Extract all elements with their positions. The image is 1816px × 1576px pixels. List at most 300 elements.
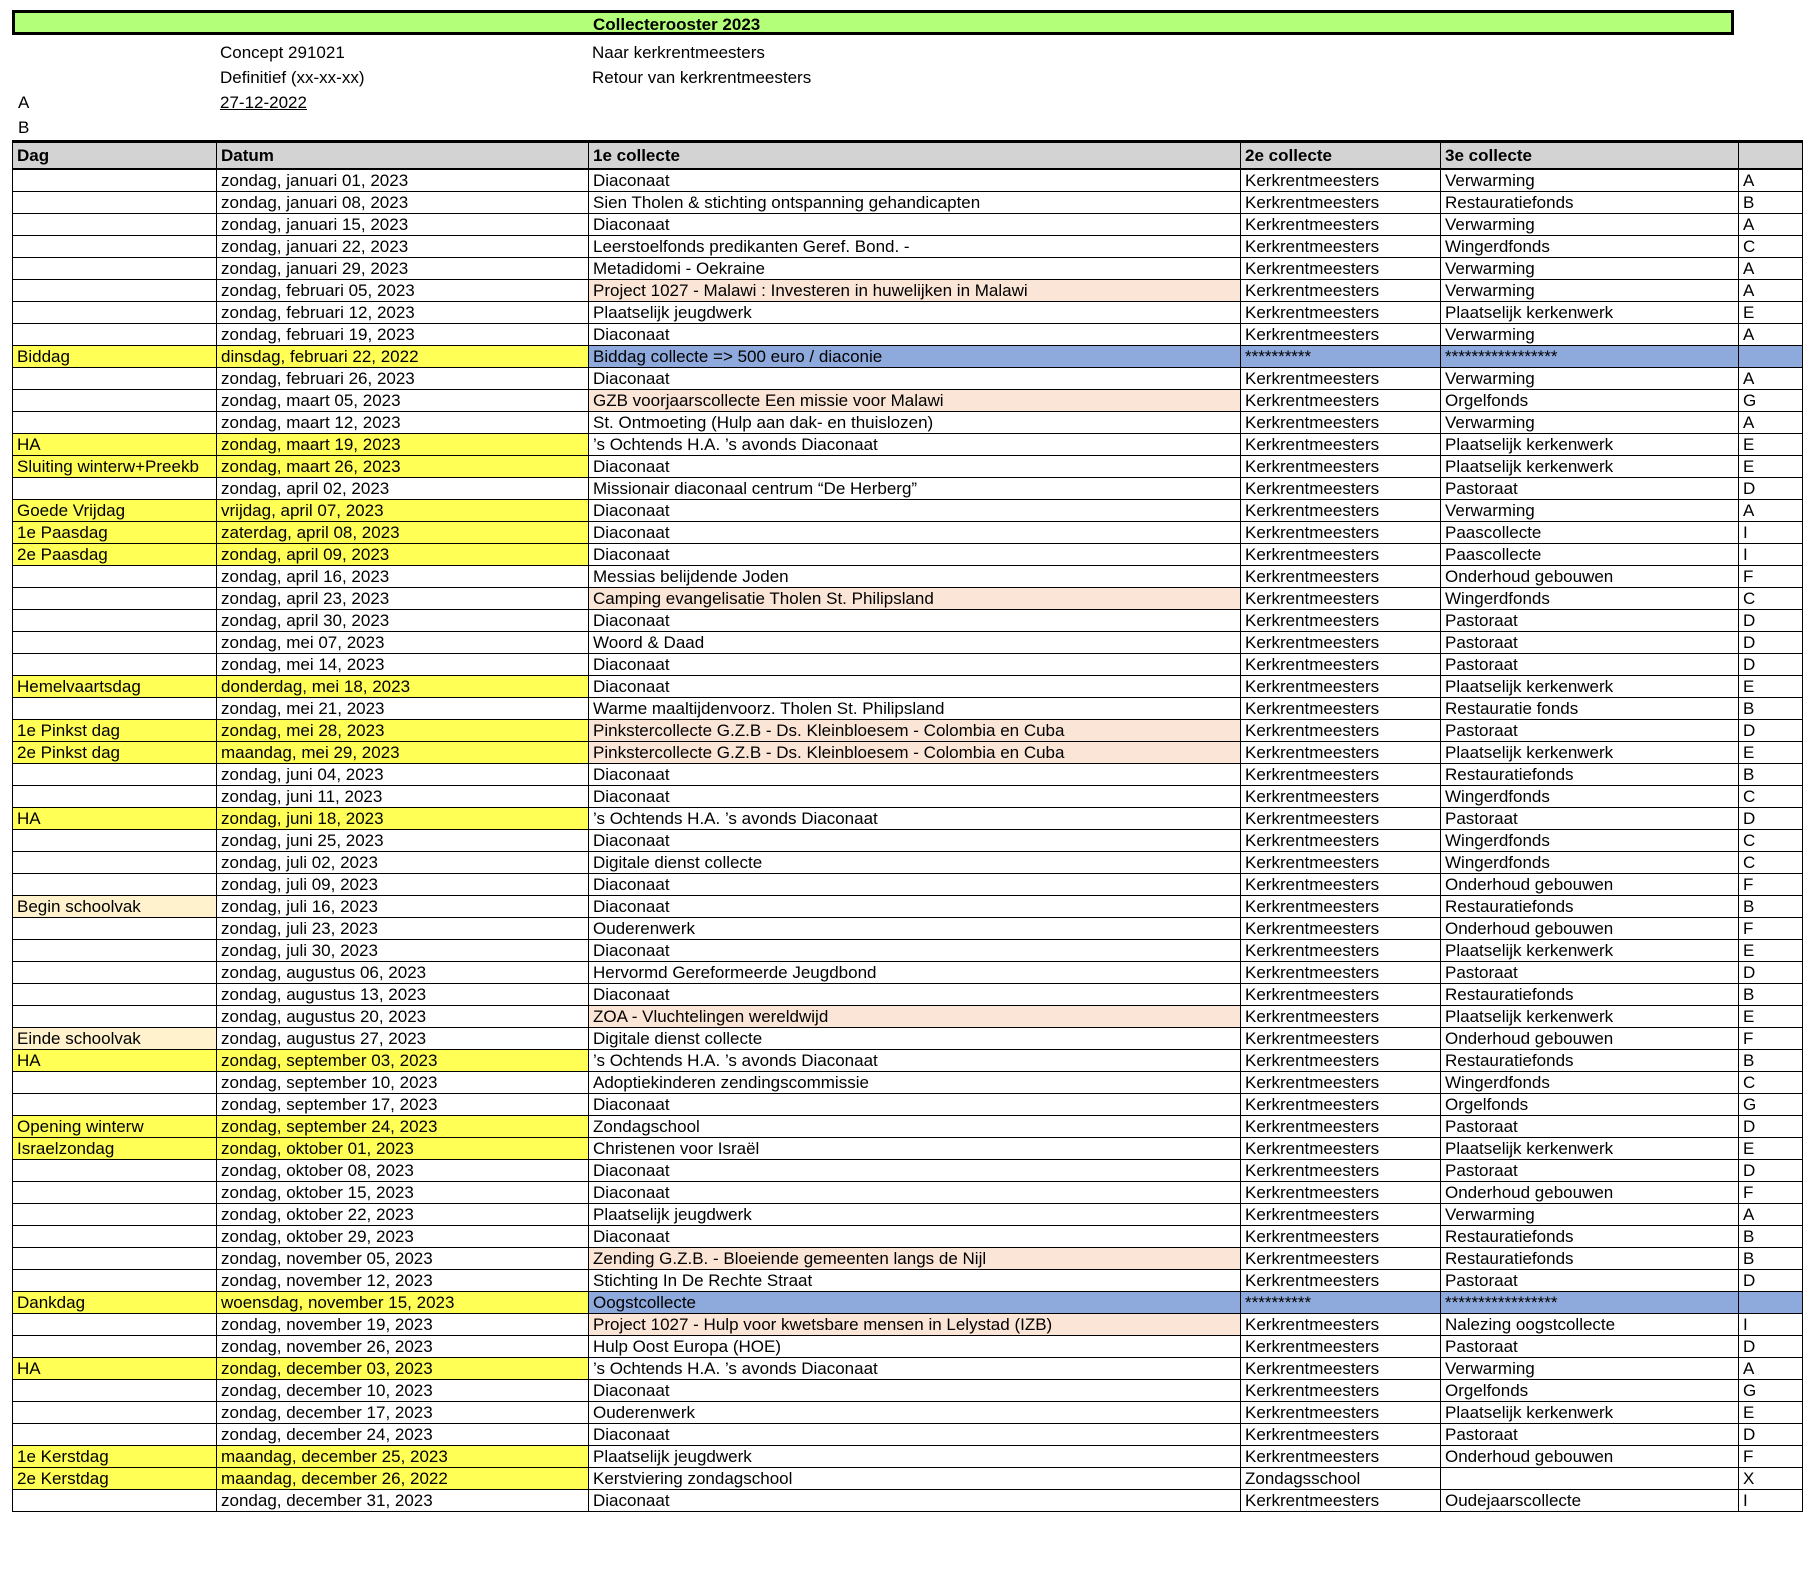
cell-1e-collecte: Woord & Daad (589, 632, 1241, 654)
cell-code: I (1739, 1314, 1803, 1336)
table-row (13, 1446, 1803, 1468)
cell-datum: zondag, september 17, 2023 (217, 1094, 589, 1116)
cell-2e-collecte: Kerkrentmeesters (1241, 1270, 1441, 1292)
cell-dag (13, 1160, 217, 1182)
cell-dag (13, 192, 217, 214)
cell-code: A (1739, 258, 1803, 280)
schedule-table (12, 140, 1803, 1512)
cell-dag (13, 1490, 217, 1512)
cell-dag (13, 236, 217, 258)
cell-code: A (1739, 169, 1803, 192)
cell-code: E (1739, 1006, 1803, 1028)
cell-3e-collecte: Pastoraat (1441, 1116, 1739, 1138)
cell-3e-collecte: Orgelfonds (1441, 1380, 1739, 1402)
cell-dag: 2e Kerstdag (13, 1468, 217, 1490)
table-row (13, 1424, 1803, 1446)
cell-3e-collecte: Onderhoud gebouwen (1441, 918, 1739, 940)
cell-2e-collecte: Kerkrentmeesters (1241, 874, 1441, 896)
cell-datum: zondag, oktober 08, 2023 (217, 1160, 589, 1182)
table-row (13, 786, 1803, 808)
cell-dag: Biddag (13, 346, 217, 368)
cell-3e-collecte: Pastoraat (1441, 808, 1739, 830)
cell-code (1739, 1292, 1803, 1314)
cell-3e-collecte: Restauratiefonds (1441, 1248, 1739, 1270)
cell-datum: zondag, april 09, 2023 (217, 544, 589, 566)
cell-3e-collecte: Paascollecte (1441, 522, 1739, 544)
cell-2e-collecte: Kerkrentmeesters (1241, 302, 1441, 324)
cell-3e-collecte: Plaatselijk kerkenwerk (1441, 302, 1739, 324)
cell-dag (13, 1402, 217, 1424)
cell-1e-collecte: Biddag collecte => 500 euro / diaconie (589, 346, 1241, 368)
cell-1e-collecte: Diaconaat (589, 456, 1241, 478)
cell-1e-collecte: Diaconaat (589, 940, 1241, 962)
cell-dag (13, 786, 217, 808)
cell-3e-collecte: Pastoraat (1441, 1336, 1739, 1358)
cell-datum: zondag, september 03, 2023 (217, 1050, 589, 1072)
cell-datum: zondag, juli 09, 2023 (217, 874, 589, 896)
cell-2e-collecte: Kerkrentmeesters (1241, 610, 1441, 632)
cell-dag: Begin schoolvak (13, 896, 217, 918)
cell-dag (13, 1248, 217, 1270)
cell-datum: zaterdag, april 08, 2023 (217, 522, 589, 544)
cell-2e-collecte: Kerkrentmeesters (1241, 1094, 1441, 1116)
table-row (13, 1028, 1803, 1050)
cell-3e-collecte: Verwarming (1441, 280, 1739, 302)
cell-dag (13, 368, 217, 390)
table-row (13, 698, 1803, 720)
table-row (13, 522, 1803, 544)
cell-datum: zondag, december 03, 2023 (217, 1358, 589, 1380)
cell-1e-collecte: Diaconaat (589, 214, 1241, 236)
cell-datum: zondag, juli 30, 2023 (217, 940, 589, 962)
cell-2e-collecte: Kerkrentmeesters (1241, 456, 1441, 478)
table-row (13, 1204, 1803, 1226)
cell-code: E (1739, 940, 1803, 962)
table-row (13, 918, 1803, 940)
cell-3e-collecte: Wingerdfonds (1441, 236, 1739, 258)
cell-3e-collecte: Verwarming (1441, 324, 1739, 346)
cell-1e-collecte: Adoptiekinderen zendingscommissie (589, 1072, 1241, 1094)
cell-dag (13, 1424, 217, 1446)
col-header-dag: Dag (13, 142, 217, 170)
table-row (13, 588, 1803, 610)
cell-datum: vrijdag, april 07, 2023 (217, 500, 589, 522)
table-row (13, 280, 1803, 302)
table-row (13, 192, 1803, 214)
cell-3e-collecte: Onderhoud gebouwen (1441, 1028, 1739, 1050)
cell-dag (13, 1182, 217, 1204)
cell-code: F (1739, 1182, 1803, 1204)
cell-dag (13, 610, 217, 632)
cell-code: B (1739, 1226, 1803, 1248)
cell-datum: zondag, oktober 22, 2023 (217, 1204, 589, 1226)
cell-1e-collecte: Diaconaat (589, 368, 1241, 390)
cell-1e-collecte: Zondagschool (589, 1116, 1241, 1138)
cell-1e-collecte: Oogstcollecte (589, 1292, 1241, 1314)
cell-datum: zondag, maart 26, 2023 (217, 456, 589, 478)
cell-code: D (1739, 1116, 1803, 1138)
cell-3e-collecte: Plaatselijk kerkenwerk (1441, 456, 1739, 478)
cell-1e-collecte: Diaconaat (589, 500, 1241, 522)
naar-label: Naar kerkrentmeesters (592, 43, 765, 62)
cell-1e-collecte: Diaconaat (589, 654, 1241, 676)
cell-code: F (1739, 566, 1803, 588)
cell-dag: 2e Paasdag (13, 544, 217, 566)
cell-2e-collecte: Kerkrentmeesters (1241, 764, 1441, 786)
cell-2e-collecte: Kerkrentmeesters (1241, 1182, 1441, 1204)
cell-code: D (1739, 632, 1803, 654)
cell-datum: zondag, februari 12, 2023 (217, 302, 589, 324)
cell-1e-collecte: Diaconaat (589, 896, 1241, 918)
cell-code: F (1739, 918, 1803, 940)
cell-1e-collecte: Diaconaat (589, 676, 1241, 698)
cell-dag (13, 1270, 217, 1292)
cell-dag (13, 632, 217, 654)
cell-datum: zondag, oktober 01, 2023 (217, 1138, 589, 1160)
cell-dag: Israelzondag (13, 1138, 217, 1160)
cell-datum: zondag, juni 18, 2023 (217, 808, 589, 830)
cell-3e-collecte: Plaatselijk kerkenwerk (1441, 676, 1739, 698)
table-row (13, 169, 1803, 192)
cell-2e-collecte: Kerkrentmeesters (1241, 1446, 1441, 1468)
table-row (13, 1116, 1803, 1138)
cell-1e-collecte: Project 1027 - Hulp voor kwetsbare mensen in Lelystad (IZB) (589, 1314, 1241, 1336)
cell-2e-collecte: Kerkrentmeesters (1241, 1358, 1441, 1380)
cell-2e-collecte: Kerkrentmeesters (1241, 390, 1441, 412)
cell-3e-collecte: Pastoraat (1441, 610, 1739, 632)
cell-dag (13, 324, 217, 346)
cell-datum: zondag, mei 21, 2023 (217, 698, 589, 720)
cell-datum: zondag, maart 19, 2023 (217, 434, 589, 456)
cell-2e-collecte: Kerkrentmeesters (1241, 698, 1441, 720)
cell-datum: zondag, maart 05, 2023 (217, 390, 589, 412)
cell-dag (13, 1314, 217, 1336)
cell-1e-collecte: Kerstviering zondagschool (589, 1468, 1241, 1490)
cell-2e-collecte: Kerkrentmeesters (1241, 280, 1441, 302)
cell-datum: zondag, augustus 27, 2023 (217, 1028, 589, 1050)
table-row (13, 434, 1803, 456)
cell-3e-collecte: Verwarming (1441, 258, 1739, 280)
table-row (13, 1006, 1803, 1028)
cell-dag (13, 280, 217, 302)
cell-2e-collecte: Kerkrentmeesters (1241, 676, 1441, 698)
date-label: 27-12-2022 (220, 93, 307, 112)
cell-code: G (1739, 1094, 1803, 1116)
table-row (13, 720, 1803, 742)
cell-2e-collecte: Zondagsschool (1241, 1468, 1441, 1490)
cell-dag (13, 1336, 217, 1358)
cell-dag (13, 984, 217, 1006)
cell-datum: zondag, december 10, 2023 (217, 1380, 589, 1402)
cell-code: F (1739, 1028, 1803, 1050)
cell-2e-collecte: Kerkrentmeesters (1241, 566, 1441, 588)
table-row (13, 852, 1803, 874)
cell-1e-collecte: Diaconaat (589, 169, 1241, 192)
cell-datum: zondag, juli 23, 2023 (217, 918, 589, 940)
cell-2e-collecte: Kerkrentmeesters (1241, 1160, 1441, 1182)
cell-2e-collecte: Kerkrentmeesters (1241, 1116, 1441, 1138)
table-row (13, 236, 1803, 258)
col-header-code (1739, 142, 1803, 170)
cell-dag (13, 874, 217, 896)
cell-1e-collecte: Ouderenwerk (589, 1402, 1241, 1424)
cell-dag: Einde schoolvak (13, 1028, 217, 1050)
cell-1e-collecte: ’s Ochtends H.A. ’s avonds Diaconaat (589, 1050, 1241, 1072)
cell-dag: HA (13, 1358, 217, 1380)
cell-code: C (1739, 236, 1803, 258)
cell-2e-collecte: Kerkrentmeesters (1241, 500, 1441, 522)
table-row (13, 984, 1803, 1006)
table-row (13, 1248, 1803, 1270)
table-row (13, 258, 1803, 280)
cell-1e-collecte: ’s Ochtends H.A. ’s avonds Diaconaat (589, 1358, 1241, 1380)
cell-dag (13, 1072, 217, 1094)
table-row (13, 1072, 1803, 1094)
cell-code: D (1739, 654, 1803, 676)
cell-dag (13, 588, 217, 610)
cell-dag: 1e Kerstdag (13, 1446, 217, 1468)
cell-3e-collecte: Verwarming (1441, 169, 1739, 192)
cell-code: I (1739, 522, 1803, 544)
cell-1e-collecte: GZB voorjaarscollecte Een missie voor Malawi (589, 390, 1241, 412)
cell-2e-collecte: Kerkrentmeesters (1241, 940, 1441, 962)
title-bar (12, 10, 1734, 35)
table-row (13, 830, 1803, 852)
table-row (13, 1226, 1803, 1248)
table-row (13, 1182, 1803, 1204)
cell-2e-collecte: Kerkrentmeesters (1241, 1248, 1441, 1270)
cell-1e-collecte: Diaconaat (589, 522, 1241, 544)
col-header-3e-collecte: 3e collecte (1441, 142, 1739, 170)
cell-3e-collecte: Plaatselijk kerkenwerk (1441, 1138, 1739, 1160)
cell-datum: zondag, februari 26, 2023 (217, 368, 589, 390)
cell-code: X (1739, 1468, 1803, 1490)
cell-code: D (1739, 1160, 1803, 1182)
cell-1e-collecte: Diaconaat (589, 1094, 1241, 1116)
cell-datum: zondag, maart 12, 2023 (217, 412, 589, 434)
sheet-title: Collecterooster 2023 (593, 15, 761, 34)
cell-3e-collecte: Pastoraat (1441, 1160, 1739, 1182)
cell-datum: zondag, april 30, 2023 (217, 610, 589, 632)
cell-dag: 1e Pinkst dag (13, 720, 217, 742)
cell-code: G (1739, 1380, 1803, 1402)
table-row (13, 1490, 1803, 1512)
table-row (13, 610, 1803, 632)
cell-3e-collecte: Pastoraat (1441, 478, 1739, 500)
table-row (13, 214, 1803, 236)
cell-3e-collecte: Verwarming (1441, 1358, 1739, 1380)
cell-code: E (1739, 676, 1803, 698)
cell-code: B (1739, 698, 1803, 720)
cell-code: D (1739, 808, 1803, 830)
cell-code: A (1739, 368, 1803, 390)
cell-3e-collecte: Orgelfonds (1441, 1094, 1739, 1116)
cell-code: D (1739, 962, 1803, 984)
cell-code: I (1739, 544, 1803, 566)
table-row (13, 390, 1803, 412)
cell-1e-collecte: Digitale dienst collecte (589, 852, 1241, 874)
cell-datum: woensdag, november 15, 2023 (217, 1292, 589, 1314)
cell-dag (13, 830, 217, 852)
cell-datum: zondag, december 17, 2023 (217, 1402, 589, 1424)
cell-2e-collecte: Kerkrentmeesters (1241, 1138, 1441, 1160)
cell-datum: zondag, juli 16, 2023 (217, 896, 589, 918)
cell-dag (13, 852, 217, 874)
col-header-2e-collecte: 2e collecte (1241, 142, 1441, 170)
cell-dag (13, 390, 217, 412)
cell-datum: zondag, augustus 06, 2023 (217, 962, 589, 984)
cell-3e-collecte: Nalezing oogstcollecte (1441, 1314, 1739, 1336)
cell-3e-collecte: Wingerdfonds (1441, 588, 1739, 610)
cell-1e-collecte: Ouderenwerk (589, 918, 1241, 940)
cell-code: C (1739, 852, 1803, 874)
cell-code: E (1739, 434, 1803, 456)
table-row (13, 1292, 1803, 1314)
cell-code: C (1739, 588, 1803, 610)
table-row (13, 1336, 1803, 1358)
cell-datum: zondag, september 24, 2023 (217, 1116, 589, 1138)
cell-dag: Dankdag (13, 1292, 217, 1314)
cell-code: C (1739, 830, 1803, 852)
cell-3e-collecte: Restauratiefonds (1441, 1050, 1739, 1072)
table-row (13, 544, 1803, 566)
cell-2e-collecte: Kerkrentmeesters (1241, 918, 1441, 940)
cell-datum: zondag, januari 29, 2023 (217, 258, 589, 280)
cell-datum: zondag, april 02, 2023 (217, 478, 589, 500)
cell-datum: zondag, juni 04, 2023 (217, 764, 589, 786)
table-row (13, 940, 1803, 962)
cell-3e-collecte: Wingerdfonds (1441, 786, 1739, 808)
cell-3e-collecte: Onderhoud gebouwen (1441, 874, 1739, 896)
cell-1e-collecte: Diaconaat (589, 610, 1241, 632)
table-row (13, 500, 1803, 522)
cell-1e-collecte: Digitale dienst collecte (589, 1028, 1241, 1050)
header-row (13, 142, 1803, 170)
col-header-1e-collecte: 1e collecte (589, 142, 1241, 170)
cell-code: E (1739, 742, 1803, 764)
cell-3e-collecte: Pastoraat (1441, 1424, 1739, 1446)
cell-dag (13, 698, 217, 720)
cell-1e-collecte: Diaconaat (589, 1182, 1241, 1204)
cell-dag (13, 258, 217, 280)
cell-3e-collecte: Wingerdfonds (1441, 830, 1739, 852)
cell-datum: zondag, februari 19, 2023 (217, 324, 589, 346)
table-row (13, 478, 1803, 500)
cell-2e-collecte: ********** (1241, 346, 1441, 368)
table-row (13, 1138, 1803, 1160)
cell-datum: dinsdag, februari 22, 2022 (217, 346, 589, 368)
table-row (13, 874, 1803, 896)
cell-code: A (1739, 1358, 1803, 1380)
cell-datum: zondag, mei 28, 2023 (217, 720, 589, 742)
definitief-label: Definitief (xx-xx-xx) (220, 68, 365, 87)
cell-dag: Sluiting winterw+Preekb (13, 456, 217, 478)
table-row (13, 896, 1803, 918)
cell-code: B (1739, 192, 1803, 214)
cell-code: C (1739, 786, 1803, 808)
label-b: B (18, 118, 30, 137)
cell-dag (13, 214, 217, 236)
cell-1e-collecte: St. Ontmoeting (Hulp aan dak- en thuislozen) (589, 412, 1241, 434)
cell-dag: HA (13, 1050, 217, 1072)
cell-3e-collecte: Plaatselijk kerkenwerk (1441, 742, 1739, 764)
cell-2e-collecte: Kerkrentmeesters (1241, 368, 1441, 390)
cell-code: D (1739, 1336, 1803, 1358)
cell-2e-collecte: Kerkrentmeesters (1241, 1424, 1441, 1446)
cell-code: E (1739, 1138, 1803, 1160)
cell-1e-collecte: Diaconaat (589, 874, 1241, 896)
cell-code: F (1739, 874, 1803, 896)
cell-2e-collecte: Kerkrentmeesters (1241, 324, 1441, 346)
cell-dag (13, 962, 217, 984)
cell-dag (13, 1226, 217, 1248)
table-row (13, 632, 1803, 654)
cell-code: E (1739, 302, 1803, 324)
cell-1e-collecte: Diaconaat (589, 324, 1241, 346)
cell-3e-collecte: Pastoraat (1441, 632, 1739, 654)
cell-2e-collecte: Kerkrentmeesters (1241, 1402, 1441, 1424)
cell-code: A (1739, 324, 1803, 346)
cell-1e-collecte: Stichting In De Rechte Straat (589, 1270, 1241, 1292)
cell-dag: HA (13, 434, 217, 456)
cell-2e-collecte: Kerkrentmeesters (1241, 1028, 1441, 1050)
cell-code: G (1739, 390, 1803, 412)
cell-1e-collecte: Plaatselijk jeugdwerk (589, 1204, 1241, 1226)
cell-3e-collecte: Onderhoud gebouwen (1441, 1182, 1739, 1204)
cell-1e-collecte: Project 1027 - Malawi : Investeren in huwelijken in Malawi (589, 280, 1241, 302)
cell-1e-collecte: Pinkstercollecte G.Z.B - Ds. Kleinbloesem - Colombia en Cuba (589, 742, 1241, 764)
cell-2e-collecte: Kerkrentmeesters (1241, 720, 1441, 742)
table-row (13, 566, 1803, 588)
cell-3e-collecte: Verwarming (1441, 214, 1739, 236)
cell-dag (13, 940, 217, 962)
cell-dag: 1e Paasdag (13, 522, 217, 544)
cell-datum: zondag, mei 07, 2023 (217, 632, 589, 654)
cell-1e-collecte: Diaconaat (589, 1226, 1241, 1248)
cell-2e-collecte: Kerkrentmeesters (1241, 654, 1441, 676)
table-row (13, 368, 1803, 390)
cell-3e-collecte: ***************** (1441, 346, 1739, 368)
table-row (13, 742, 1803, 764)
cell-code: D (1739, 1270, 1803, 1292)
table-row (13, 676, 1803, 698)
cell-datum: zondag, november 05, 2023 (217, 1248, 589, 1270)
cell-dag (13, 1006, 217, 1028)
cell-code: E (1739, 456, 1803, 478)
cell-2e-collecte: Kerkrentmeesters (1241, 1336, 1441, 1358)
cell-3e-collecte: Paascollecte (1441, 544, 1739, 566)
cell-code: A (1739, 500, 1803, 522)
cell-dag (13, 764, 217, 786)
cell-3e-collecte: Plaatselijk kerkenwerk (1441, 1006, 1739, 1028)
table-row (13, 1358, 1803, 1380)
cell-3e-collecte: Verwarming (1441, 500, 1739, 522)
cell-1e-collecte: Camping evangelisatie Tholen St. Philipsland (589, 588, 1241, 610)
retour-label: Retour van kerkrentmeesters (592, 68, 812, 87)
cell-1e-collecte: Pinkstercollecte G.Z.B - Ds. Kleinbloesem - Colombia en Cuba (589, 720, 1241, 742)
table-row (13, 1314, 1803, 1336)
cell-1e-collecte: Diaconaat (589, 786, 1241, 808)
table-row (13, 302, 1803, 324)
cell-3e-collecte: Restauratiefonds (1441, 192, 1739, 214)
cell-code: B (1739, 764, 1803, 786)
cell-dag (13, 654, 217, 676)
table-row (13, 764, 1803, 786)
cell-1e-collecte: Missionair diaconaal centrum “De Herberg” (589, 478, 1241, 500)
cell-datum: zondag, januari 15, 2023 (217, 214, 589, 236)
cell-1e-collecte: Diaconaat (589, 544, 1241, 566)
cell-dag (13, 412, 217, 434)
